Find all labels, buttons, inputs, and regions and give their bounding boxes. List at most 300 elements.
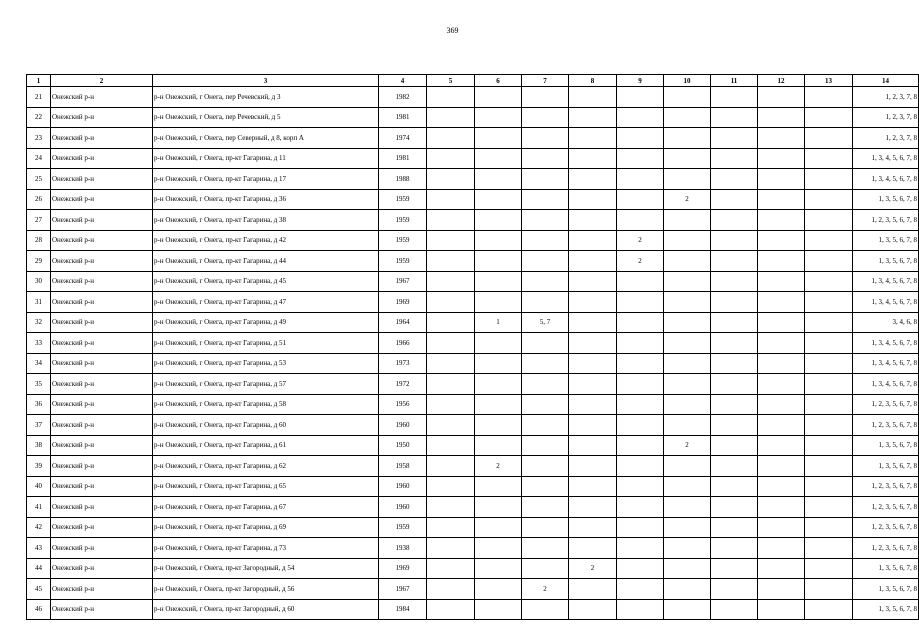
- table-cell: [427, 230, 475, 251]
- table-cell: [711, 189, 758, 210]
- table-row: [27, 374, 919, 395]
- column-header: 2: [51, 75, 153, 87]
- table-cell: [617, 333, 664, 354]
- column-header: 3: [153, 75, 379, 87]
- table-cell: [617, 538, 664, 559]
- table-cell: [758, 87, 805, 108]
- table-cell: [522, 599, 569, 620]
- table-cell: [664, 415, 711, 436]
- table-cell: [758, 333, 805, 354]
- table-cell: р-н Онежский, г Онега, пер Речевский, д 3: [153, 87, 379, 108]
- table-cell: Онежский р-н: [51, 599, 153, 620]
- table-cell: [758, 271, 805, 292]
- table-cell: 1950: [379, 435, 427, 456]
- table-cell: [617, 579, 664, 600]
- table-cell: Онежский р-н: [51, 476, 153, 497]
- table-cell: 29: [27, 251, 51, 272]
- table-cell: [711, 107, 758, 128]
- table-cell: р-н Онежский, г Онега, пр-кт Загородный, д 56: [153, 579, 379, 600]
- table-row: [27, 230, 919, 251]
- table-cell: [522, 251, 569, 272]
- table-cell: [758, 353, 805, 374]
- table-row: [27, 538, 919, 559]
- table-cell: [617, 415, 664, 436]
- table-cell: [805, 107, 853, 128]
- table-cell: [617, 394, 664, 415]
- table-cell: 1959: [379, 210, 427, 231]
- table-cell: 1, 3, 5, 6, 7, 8: [853, 579, 919, 600]
- table-cell: [569, 435, 617, 456]
- table-cell: 34: [27, 353, 51, 374]
- table-row: [27, 435, 919, 456]
- table-cell: р-н Онежский, г Онега, пер Речевский, д 5: [153, 107, 379, 128]
- housing-table: [26, 74, 919, 620]
- table-cell: 22: [27, 107, 51, 128]
- table-cell: 43: [27, 538, 51, 559]
- table-cell: [805, 148, 853, 169]
- table-cell: [522, 497, 569, 518]
- table-cell: [522, 435, 569, 456]
- table-cell: 35: [27, 374, 51, 395]
- table-cell: 2: [522, 579, 569, 600]
- table-cell: Онежский р-н: [51, 435, 153, 456]
- table-cell: [711, 476, 758, 497]
- table-row: [27, 333, 919, 354]
- table-cell: [569, 579, 617, 600]
- table-cell: [475, 435, 522, 456]
- table-cell: [805, 210, 853, 231]
- table-cell: [805, 538, 853, 559]
- table-row: [27, 87, 919, 108]
- table-cell: [805, 599, 853, 620]
- table-cell: [522, 230, 569, 251]
- table-cell: р-н Онежский, г Онега, пр-кт Гагарина, д 61: [153, 435, 379, 456]
- page-number: 369: [446, 26, 459, 35]
- table-cell: [427, 456, 475, 477]
- table-cell: [475, 230, 522, 251]
- table-cell: [522, 517, 569, 538]
- table-cell: [617, 558, 664, 579]
- table-cell: 32: [27, 312, 51, 333]
- table-cell: [427, 169, 475, 190]
- table-row: [27, 169, 919, 190]
- table-cell: 40: [27, 476, 51, 497]
- table-cell: [475, 292, 522, 313]
- table-cell: [758, 456, 805, 477]
- table-cell: [427, 189, 475, 210]
- table-cell: [475, 169, 522, 190]
- table-cell: [427, 251, 475, 272]
- table-cell: [664, 230, 711, 251]
- column-header: 13: [805, 75, 853, 87]
- table-cell: 1, 2, 3, 5, 6, 7, 8: [853, 538, 919, 559]
- table-cell: Онежский р-н: [51, 558, 153, 579]
- table-body: [27, 87, 919, 620]
- table-cell: [569, 128, 617, 149]
- table-cell: р-н Онежский, г Онега, пр-кт Загородный, д 60: [153, 599, 379, 620]
- table-cell: [805, 230, 853, 251]
- table-cell: [758, 476, 805, 497]
- table-cell: [664, 497, 711, 518]
- table-cell: [805, 251, 853, 272]
- table-cell: [664, 476, 711, 497]
- table-cell: [805, 333, 853, 354]
- table-cell: [427, 148, 475, 169]
- table-cell: [569, 374, 617, 395]
- table-cell: [805, 292, 853, 313]
- table-cell: [664, 353, 711, 374]
- table-row: [27, 210, 919, 231]
- table-cell: р-н Онежский, г Онега, пр-кт Загородный, д 54: [153, 558, 379, 579]
- table-cell: [664, 394, 711, 415]
- table-cell: [617, 374, 664, 395]
- table-cell: [664, 456, 711, 477]
- table-row: [27, 128, 919, 149]
- table-cell: [711, 230, 758, 251]
- table-cell: р-н Онежский, г Онега, пр-кт Гагарина, д 53: [153, 353, 379, 374]
- table-cell: [522, 353, 569, 374]
- table-row: [27, 415, 919, 436]
- table-cell: [427, 312, 475, 333]
- table-cell: 3, 4, 6, 8: [853, 312, 919, 333]
- table-cell: 1, 2, 3, 5, 6, 7, 8: [853, 497, 919, 518]
- table-cell: 1960: [379, 497, 427, 518]
- table-cell: 1, 3, 4, 5, 6, 7, 8: [853, 148, 919, 169]
- table-cell: р-н Онежский, г Онега, пр-кт Гагарина, д 17: [153, 169, 379, 190]
- table-cell: [711, 271, 758, 292]
- table-cell: [569, 107, 617, 128]
- table-cell: [664, 128, 711, 149]
- table-cell: 1, 3, 4, 5, 6, 7, 8: [853, 333, 919, 354]
- table-cell: [664, 599, 711, 620]
- table-cell: [427, 558, 475, 579]
- table-cell: [664, 312, 711, 333]
- table-cell: 1, 3, 5, 6, 7, 8: [853, 435, 919, 456]
- table-cell: [427, 435, 475, 456]
- table-cell: 1972: [379, 374, 427, 395]
- table-cell: 1956: [379, 394, 427, 415]
- table-cell: [475, 579, 522, 600]
- table-cell: [475, 497, 522, 518]
- table-cell: [522, 415, 569, 436]
- table-cell: 1, 3, 4, 5, 6, 7, 8: [853, 353, 919, 374]
- table-cell: Онежский р-н: [51, 292, 153, 313]
- table-cell: [427, 517, 475, 538]
- table-cell: [522, 189, 569, 210]
- table-cell: [617, 107, 664, 128]
- table-cell: 2: [664, 435, 711, 456]
- table-row: [27, 251, 919, 272]
- table-cell: [569, 497, 617, 518]
- table-cell: 30: [27, 271, 51, 292]
- table-cell: [569, 148, 617, 169]
- table-cell: [758, 435, 805, 456]
- table-cell: [569, 87, 617, 108]
- table-cell: [758, 558, 805, 579]
- table-cell: [427, 107, 475, 128]
- table-cell: Онежский р-н: [51, 538, 153, 559]
- table-cell: Онежский р-н: [51, 128, 153, 149]
- table-cell: [427, 353, 475, 374]
- table-cell: [475, 128, 522, 149]
- table-cell: 1, 2, 3, 5, 6, 7, 8: [853, 517, 919, 538]
- table-cell: [711, 394, 758, 415]
- table-cell: 2: [569, 558, 617, 579]
- column-header: 12: [758, 75, 805, 87]
- table-cell: Онежский р-н: [51, 148, 153, 169]
- table-cell: [427, 87, 475, 108]
- table-cell: [427, 415, 475, 436]
- table-cell: [758, 169, 805, 190]
- table-cell: [427, 210, 475, 231]
- table-cell: [617, 128, 664, 149]
- table-cell: [664, 558, 711, 579]
- table-cell: 1, 3, 5, 6, 7, 8: [853, 230, 919, 251]
- table-cell: [805, 435, 853, 456]
- table-cell: р-н Онежский, г Онега, пр-кт Гагарина, д 45: [153, 271, 379, 292]
- table-cell: [758, 599, 805, 620]
- table-cell: [617, 456, 664, 477]
- table-cell: 27: [27, 210, 51, 231]
- table-cell: [427, 292, 475, 313]
- table-cell: [522, 169, 569, 190]
- table-cell: 41: [27, 497, 51, 518]
- table-cell: 2: [617, 230, 664, 251]
- table-cell: [711, 456, 758, 477]
- table-cell: 42: [27, 517, 51, 538]
- table-cell: [427, 497, 475, 518]
- table-cell: [664, 374, 711, 395]
- table-cell: 28: [27, 230, 51, 251]
- table-cell: [569, 394, 617, 415]
- table-header-row: [27, 75, 919, 87]
- table-cell: р-н Онежский, г Онега, пр-кт Гагарина, д 60: [153, 415, 379, 436]
- table-cell: 1982: [379, 87, 427, 108]
- table-cell: 1988: [379, 169, 427, 190]
- table-cell: [758, 394, 805, 415]
- table-cell: [427, 374, 475, 395]
- table-cell: [758, 189, 805, 210]
- table-cell: [758, 251, 805, 272]
- table-cell: [664, 107, 711, 128]
- column-header: 5: [427, 75, 475, 87]
- table-cell: [711, 251, 758, 272]
- table-cell: [805, 394, 853, 415]
- table-cell: [569, 169, 617, 190]
- table-cell: Онежский р-н: [51, 87, 153, 108]
- table-cell: [427, 271, 475, 292]
- table-cell: [475, 538, 522, 559]
- column-header: 10: [664, 75, 711, 87]
- table-cell: р-н Онежский, г Онега, пр-кт Гагарина, д 57: [153, 374, 379, 395]
- table-cell: 1959: [379, 230, 427, 251]
- table-cell: [475, 517, 522, 538]
- table-cell: [522, 538, 569, 559]
- table-cell: 2: [664, 189, 711, 210]
- table-cell: 39: [27, 456, 51, 477]
- table-cell: 46: [27, 599, 51, 620]
- table-cell: р-н Онежский, г Онега, пр-кт Гагарина, д 65: [153, 476, 379, 497]
- table-cell: 1967: [379, 271, 427, 292]
- table-cell: [475, 210, 522, 231]
- table-cell: 1, 2, 3, 7, 8: [853, 107, 919, 128]
- table-cell: Онежский р-н: [51, 374, 153, 395]
- table-cell: 38: [27, 435, 51, 456]
- table-cell: [569, 456, 617, 477]
- table-cell: Онежский р-н: [51, 312, 153, 333]
- table-cell: [475, 107, 522, 128]
- table-cell: [522, 292, 569, 313]
- table-cell: 1984: [379, 599, 427, 620]
- table-cell: Онежский р-н: [51, 394, 153, 415]
- table-cell: р-н Онежский, г Онега, пр-кт Гагарина, д 38: [153, 210, 379, 231]
- table-cell: р-н Онежский, г Онега, пр-кт Гагарина, д 47: [153, 292, 379, 313]
- table-cell: Онежский р-н: [51, 251, 153, 272]
- table-cell: [664, 271, 711, 292]
- column-header: 14: [853, 75, 919, 87]
- table-cell: [617, 476, 664, 497]
- table-cell: 1958: [379, 456, 427, 477]
- table-cell: [711, 374, 758, 395]
- column-header: 6: [475, 75, 522, 87]
- table-cell: Онежский р-н: [51, 415, 153, 436]
- table-cell: [522, 558, 569, 579]
- table-cell: 1, 3, 4, 5, 6, 7, 8: [853, 169, 919, 190]
- table-cell: [711, 148, 758, 169]
- table-cell: [711, 333, 758, 354]
- table-cell: [569, 353, 617, 374]
- table-cell: [569, 599, 617, 620]
- table-cell: [758, 292, 805, 313]
- table-cell: [664, 517, 711, 538]
- table-cell: [522, 107, 569, 128]
- table-cell: 5, 7: [522, 312, 569, 333]
- table-cell: [711, 87, 758, 108]
- table-cell: [617, 517, 664, 538]
- column-header: 11: [711, 75, 758, 87]
- table-cell: [711, 579, 758, 600]
- table-row: [27, 599, 919, 620]
- table-cell: [617, 353, 664, 374]
- table-cell: [617, 148, 664, 169]
- table-cell: [617, 189, 664, 210]
- table-cell: [805, 497, 853, 518]
- table-cell: 1, 3, 5, 6, 7, 8: [853, 558, 919, 579]
- table-cell: [758, 415, 805, 436]
- table-cell: 1981: [379, 148, 427, 169]
- table-cell: 1967: [379, 579, 427, 600]
- table-cell: [569, 251, 617, 272]
- table-cell: 1960: [379, 415, 427, 436]
- table-cell: [617, 312, 664, 333]
- table-cell: [805, 189, 853, 210]
- table-cell: [758, 230, 805, 251]
- table-cell: [664, 210, 711, 231]
- table-cell: [664, 538, 711, 559]
- column-header: 8: [569, 75, 617, 87]
- table-cell: [805, 476, 853, 497]
- table-cell: р-н Онежский, г Онега, пр-кт Гагарина, д 58: [153, 394, 379, 415]
- table-cell: 44: [27, 558, 51, 579]
- table-cell: [805, 169, 853, 190]
- table-cell: [711, 435, 758, 456]
- table-cell: Онежский р-н: [51, 353, 153, 374]
- table-cell: р-н Онежский, г Онега, пр-кт Гагарина, д 36: [153, 189, 379, 210]
- table-cell: [475, 599, 522, 620]
- table-cell: [522, 374, 569, 395]
- table-cell: [617, 271, 664, 292]
- column-header: 4: [379, 75, 427, 87]
- table-row: [27, 579, 919, 600]
- table-cell: [711, 312, 758, 333]
- table-row: [27, 271, 919, 292]
- table-cell: [522, 456, 569, 477]
- table-cell: [711, 353, 758, 374]
- table-cell: 1964: [379, 312, 427, 333]
- table-cell: [522, 87, 569, 108]
- table-cell: р-н Онежский, г Онега, пер Северный, д 8, корп А: [153, 128, 379, 149]
- table-cell: [711, 128, 758, 149]
- table-cell: р-н Онежский, г Онега, пр-кт Гагарина, д 51: [153, 333, 379, 354]
- table-cell: [805, 579, 853, 600]
- table-cell: 1, 2, 3, 5, 6, 7, 8: [853, 476, 919, 497]
- table-cell: [758, 128, 805, 149]
- table-cell: [664, 579, 711, 600]
- table-cell: р-н Онежский, г Онега, пр-кт Гагарина, д 73: [153, 538, 379, 559]
- table-cell: Онежский р-н: [51, 579, 153, 600]
- table-cell: 1960: [379, 476, 427, 497]
- table-cell: 1959: [379, 517, 427, 538]
- table-cell: [805, 353, 853, 374]
- table-cell: [522, 333, 569, 354]
- table-cell: 1, 3, 5, 6, 7, 8: [853, 189, 919, 210]
- table-cell: 1, 2, 3, 5, 6, 7, 8: [853, 415, 919, 436]
- table-cell: 26: [27, 189, 51, 210]
- table-cell: [522, 271, 569, 292]
- table-cell: р-н Онежский, г Онега, пр-кт Гагарина, д 42: [153, 230, 379, 251]
- table-row: [27, 353, 919, 374]
- table-cell: [427, 333, 475, 354]
- table-cell: [758, 107, 805, 128]
- table-cell: [617, 87, 664, 108]
- table-cell: 24: [27, 148, 51, 169]
- table-row: [27, 517, 919, 538]
- table-cell: [617, 435, 664, 456]
- table-cell: [475, 333, 522, 354]
- table-cell: [427, 579, 475, 600]
- table-cell: 31: [27, 292, 51, 313]
- column-header: 7: [522, 75, 569, 87]
- table-cell: 1969: [379, 558, 427, 579]
- table-cell: [569, 415, 617, 436]
- table-row: [27, 558, 919, 579]
- table-cell: [805, 558, 853, 579]
- table-cell: р-н Онежский, г Онега, пр-кт Гагарина, д 49: [153, 312, 379, 333]
- table-cell: Онежский р-н: [51, 517, 153, 538]
- table-cell: Онежский р-н: [51, 107, 153, 128]
- table-cell: Онежский р-н: [51, 210, 153, 231]
- table-cell: [617, 599, 664, 620]
- table-cell: Онежский р-н: [51, 497, 153, 518]
- table-cell: [758, 312, 805, 333]
- table-cell: 1938: [379, 538, 427, 559]
- table-cell: 1981: [379, 107, 427, 128]
- table-cell: [569, 517, 617, 538]
- table-cell: [475, 415, 522, 436]
- table-cell: [805, 415, 853, 436]
- table-cell: 23: [27, 128, 51, 149]
- table-cell: 1, 3, 4, 5, 6, 7, 8: [853, 271, 919, 292]
